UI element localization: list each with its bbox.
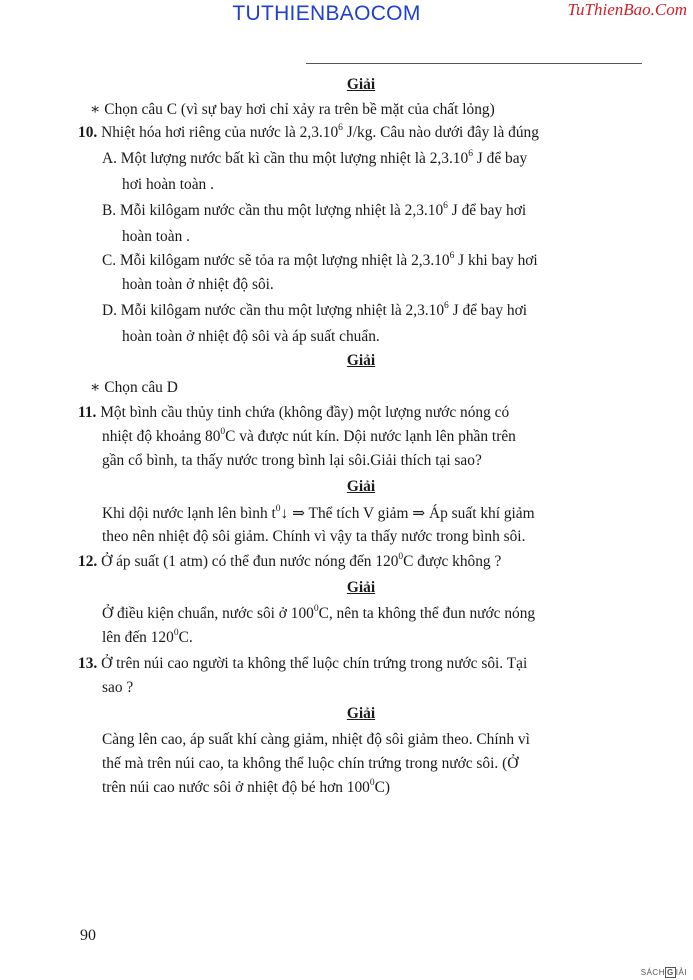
option-text: J để bay (472, 150, 528, 167)
question-10 (78, 124, 539, 142)
option-c-cont: hoàn toàn ở nhiệt độ sôi. (122, 276, 274, 293)
answer-line: ∗ Chọn câu C (vì sự bay hơi chỉ xảy ra trên bề mặt của chất lỏng) (90, 101, 495, 118)
answer-text: C. (178, 629, 193, 646)
answer-13-line: Càng lên cao, áp suất khí càng giảm, nhiệt độ sôi giảm theo. Chính vì (102, 731, 530, 748)
answer-text: C) (374, 779, 390, 796)
option-d (102, 302, 527, 320)
question-13 (78, 655, 527, 673)
answer-text: C, nên ta không thể đun nước nóng (318, 605, 536, 622)
answer-text: lên đến 120 (102, 629, 174, 646)
superscript: 0 (220, 426, 226, 437)
answer-text: Ở điều kiện chuẩn, nước sôi ở 100 (102, 605, 314, 622)
option-text: J để bay hơi (447, 202, 527, 219)
answer-text: ↓ ⇒ Thể tích V giảm ⇒ Áp suất khí giảm (280, 505, 535, 522)
answer-13-line: thế mà trên núi cao, ta không thể luộc chín trứng trong nước sôi. (Ở (102, 755, 519, 772)
option-text: J khi bay hơi (454, 252, 538, 269)
question-text: C và được nút kín. Dội nước lạnh lên phần trên (225, 428, 516, 445)
footer-logo-text: SÁCH (640, 968, 665, 977)
section-heading: Giải (346, 76, 376, 93)
option-b-cont: hoàn toàn . (122, 228, 190, 245)
answer-11-line (102, 504, 535, 523)
option-a-cont: hơi hoàn toàn . (122, 176, 214, 193)
site-title: TUTHIENBAOCOM (232, 2, 421, 25)
answer-13-line (102, 779, 390, 797)
footer-logo-box: G (666, 968, 674, 977)
superscript: 6 (338, 122, 343, 133)
question-number: 13. (78, 655, 98, 672)
section-heading: Giải (346, 705, 376, 722)
question-12 (78, 553, 501, 571)
option-text: B. Mỗi kilôgam nước cần thu một lượng nhiệt là 2,3.10 (102, 202, 444, 219)
answer-line: ∗ Chọn câu D (90, 379, 178, 396)
footer-logo (641, 968, 687, 977)
option-text: J để bay hơi (448, 302, 528, 319)
option-text: A. Một lượng nước bất kì cần thu một lượng nhiệt là 2,3.10 (102, 150, 469, 167)
question-text: J/kg. Câu nào dưới đây là đúng (342, 124, 539, 141)
section-heading: Giải (346, 478, 376, 495)
answer-text: trên núi cao nước sôi ở nhiệt độ bé hơn 100 (102, 779, 370, 796)
question-text: C được không ? (403, 553, 502, 570)
superscript: 6 (444, 300, 449, 311)
superscript: 0 (313, 603, 319, 614)
option-text: D. Mỗi kilôgam nước cần thu một lượng nhiệt là 2,3.10 (102, 302, 445, 319)
option-a (102, 150, 527, 168)
option-b (102, 202, 526, 220)
superscript: 6 (443, 200, 448, 211)
answer-11-line: theo nên nhiệt độ sôi giảm. Chính vì vậy ta thấy nước trong bình sôi. (102, 528, 526, 545)
superscript: 0 (398, 551, 404, 562)
question-text: Một bình cầu thủy tinh chứa (không đầy) một lượng nước nóng có (100, 404, 510, 421)
corner-logo: TuThienBao.Com (567, 0, 687, 19)
question-11 (78, 404, 509, 422)
question-text: nhiệt độ khoảng 80 (102, 428, 221, 445)
answer-text: Khi dội nước lạnh lên bình t (102, 505, 276, 522)
question-text: Ở trên núi cao người ta không thể luộc chín trứng trong nước sôi. Tại (101, 655, 528, 672)
footer-logo-text: IẢI (675, 968, 687, 977)
question-number: 10. (78, 124, 98, 141)
top-divider (306, 63, 642, 64)
question-number: 11. (78, 404, 97, 421)
question-13-cont: sao ? (102, 679, 134, 696)
question-11-cont: gần cổ bình, ta thấy nước trong bình lại sôi.Giải thích tại sao? (102, 452, 482, 469)
superscript: 0 (369, 777, 375, 788)
superscript: 6 (468, 148, 473, 159)
superscript: 0 (173, 627, 179, 638)
option-d-cont: hoàn toàn ở nhiệt độ sôi và áp suất chuẩn. (122, 328, 380, 345)
superscript: 0 (275, 503, 281, 514)
question-number: 12. (78, 553, 98, 570)
option-c (102, 252, 538, 270)
section-heading: Giải (346, 579, 376, 596)
question-11-cont (102, 428, 516, 446)
page-number: 90 (80, 927, 96, 944)
section-heading: Giải (346, 352, 376, 369)
answer-12-line (102, 629, 193, 647)
question-text: Nhiệt hóa hơi riêng của nước là 2,3.10 (101, 124, 339, 141)
question-text: Ở áp suất (1 atm) có thể đun nước nóng đến 120 (101, 553, 399, 570)
answer-12-line (102, 605, 535, 623)
superscript: 6 (449, 250, 455, 261)
option-text: C. Mỗi kilôgam nước sẽ tỏa ra một lượng nhiệt là 2,3.10 (102, 252, 450, 269)
